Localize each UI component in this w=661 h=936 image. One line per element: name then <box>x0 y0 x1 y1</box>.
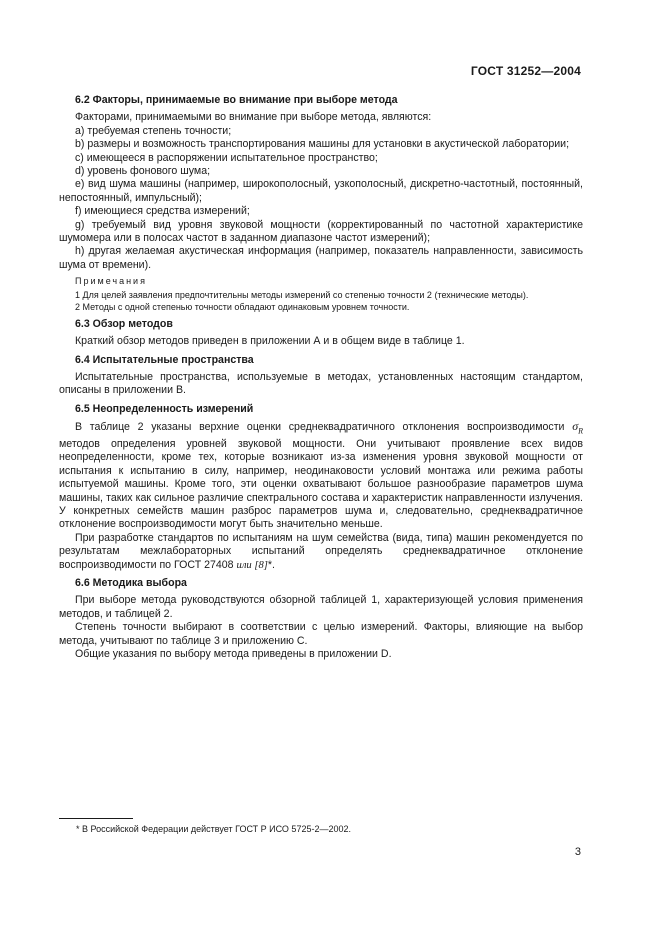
section-heading-6-4: 6.4 Испытательные пространства <box>75 353 254 366</box>
paragraph: При выборе метода руководствуются обзорной таблицей 1, характеризующей условия применения методов, и таблицей 2. <box>59 594 583 620</box>
list-item: d) уровень фонового шума; <box>75 165 211 178</box>
paragraph: Общие указания по выбору метода приведены в приложении D. <box>75 648 392 661</box>
page-body <box>59 94 583 661</box>
text-run: методов определения уровней звуковой мощности. Они учитывают проявление всех видов неопределенности, кроме тех, которые возникают из-за изменения уровня звуковой мощности от испытания к испытанию в силу, например, неодинаковости условий монтажа или режима работы испытуемой машины. Кроме того, эти оценки охватывают большое разнообразие параметров шума машины, таких как сильное различие спектрального состава и характеристик направленности излучения. У конкретных семейств машин разброс параметров шума и, следовательно, среднеквадратичное отклонение воспроизводимости могут быть значительно меньше. <box>59 437 583 531</box>
sigma-subscript: R <box>578 426 583 436</box>
list-item: g) требуемый вид уровня звуковой мощности (корректированный по частотной характеристике шумомера или в полосах частот в заданном диапазоне частот измерений); <box>59 218 583 245</box>
note: 1 Для целей заявления предпочтительны методы измерений со степенью точности 2 (технические методы). <box>75 289 529 300</box>
list-item: е) вид шума машины (например, широкополосный, узкополосный, дискретно-частотный, постоянный, непостоянный, импульсный); <box>59 178 583 204</box>
list-item: h) другая желаемая акустическая информация (например, показатель направленности, зависимость шума от времени). <box>59 245 583 271</box>
footnote: * В Российской Федерации действует ГОСТ Р ИСО 5725-2—2002. <box>76 824 351 834</box>
paragraph: Краткий обзор методов приведен в приложении А и в общем виде в таблице 1. <box>75 335 465 348</box>
sigma-symbol <box>572 419 583 436</box>
list-item: с) имеющееся в распоряжении испытательное пространство; <box>75 151 378 164</box>
sigma-char: σ <box>572 419 579 434</box>
list-item: b) размеры и возможность транспортирования машины для установки в акустической лаборатории; <box>75 138 570 151</box>
section-heading-6-6: 6.6 Методика выбора <box>75 576 187 589</box>
paragraph: Испытательные пространства, используемые в методах, установленных настоящим стандартом, описаны в приложении В. <box>59 370 583 397</box>
paragraph: Степень точности выбирают в соответствии с целью измерений. Факторы, влияющие на выбор метода, учитывают по таблице 3 и приложению С. <box>59 621 583 647</box>
paragraph <box>59 420 583 532</box>
page-number: 3 <box>574 846 581 858</box>
list-item: f) имеющиеся средства измерений; <box>75 205 250 218</box>
text-run: В таблице 2 указаны верхние оценки среднеквадратичного отклонения воспроизводимости <box>75 421 573 434</box>
document-header: ГОСТ 31252—2004 <box>470 64 581 78</box>
footnote-divider <box>59 818 133 819</box>
section-heading-6-2: 6.2 Факторы, принимаемые во внимание при выборе метода <box>75 94 398 106</box>
section-heading-6-3: 6.3 Обзор методов <box>75 317 173 330</box>
list-item: а) требуемая степень точности; <box>75 124 232 137</box>
note: 2 Методы с одной степенью точности обладают одинаковым уровнем точности. <box>75 301 410 312</box>
text-run: *. <box>267 558 275 571</box>
notes-title: Примечания <box>75 276 147 287</box>
section-heading-6-5: 6.5 Неопределенность измерений <box>75 402 254 415</box>
italic-run: или [8] <box>236 559 268 571</box>
text-run: При разработке стандартов по испытаниям на шум семейства (вида, типа) машин рекомендуется по результатам межлабораторных испытаний определять среднеквадратичное отклонение воспроизводимости по ГОСТ 27408 <box>59 531 583 571</box>
paragraph <box>59 532 583 572</box>
paragraph: Факторами, принимаемыми во внимание при выборе метода, являются: <box>75 111 432 124</box>
